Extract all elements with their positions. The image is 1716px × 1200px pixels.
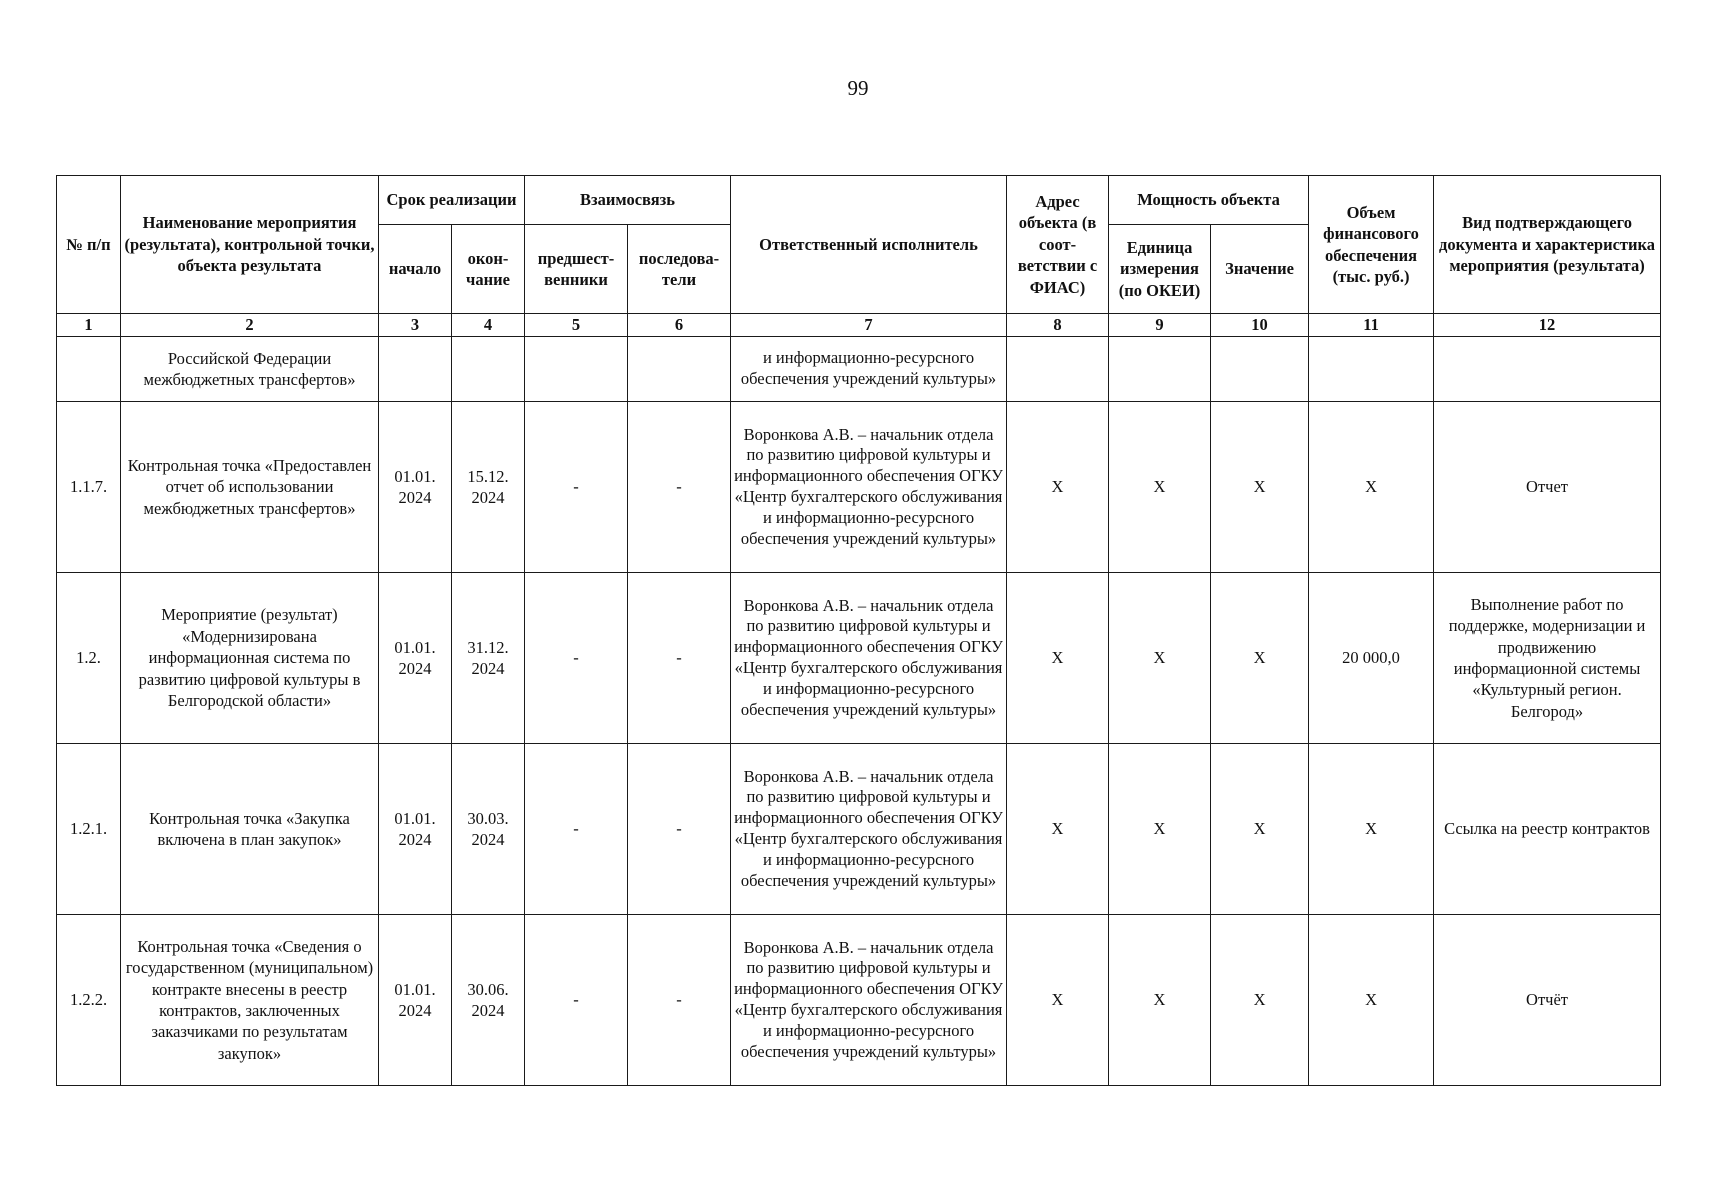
column-number: 6: [628, 314, 731, 337]
cell-executor: Воронкова А.В. – начальник отдела по развитию цифровой культуры и информационного обеспечения ОГКУ «Центр бухгалтерского обслуживания и информационно-ресурсного обеспечения учреждений культуры»: [731, 573, 1007, 744]
cell-address: [1007, 337, 1109, 402]
cell-end: 15.12. 2024: [452, 402, 525, 573]
cell-unit: [1109, 337, 1211, 402]
table-row: [57, 573, 1661, 744]
cell-address: Х: [1007, 744, 1109, 915]
header-executor: Ответственный исполнитель: [731, 176, 1007, 314]
column-number: 2: [121, 314, 379, 337]
cell-end: 30.06. 2024: [452, 915, 525, 1086]
table-row: [57, 744, 1661, 915]
cell-finance: Х: [1309, 915, 1434, 1086]
cell-end: [452, 337, 525, 402]
cell-value: Х: [1211, 915, 1309, 1086]
column-number: 4: [452, 314, 525, 337]
page-number: 99: [847, 76, 869, 100]
header-successors: последова-тели: [628, 225, 731, 314]
cell-executor: Воронкова А.В. – начальник отдела по развитию цифровой культуры и информационного обеспечения ОГКУ «Центр бухгалтерского обслуживания и информационно-ресурсного обеспечения учреждений культуры»: [731, 402, 1007, 573]
header-address: Адрес объекта (в соот-ветствии с ФИАС): [1007, 176, 1109, 314]
header-relation: Взаимосвязь: [525, 176, 731, 225]
cell-start: 01.01. 2024: [379, 402, 452, 573]
cell-doc: Выполнение работ по поддержке, модернизации и продвижению информационной системы «Культурный регион. Белгород»: [1434, 573, 1661, 744]
cell-pred: -: [525, 402, 628, 573]
cell-doc: [1434, 337, 1661, 402]
cell-value: Х: [1211, 744, 1309, 915]
cell-succ: -: [628, 915, 731, 1086]
cell-start: [379, 337, 452, 402]
cell-executor: Воронкова А.В. – начальник отдела по развитию цифровой культуры и информационного обеспечения ОГКУ «Центр бухгалтерского обслуживания и информационно-ресурсного обеспечения учреждений культуры»: [731, 744, 1007, 915]
cell-executor: Воронкова А.В. – начальник отдела по развитию цифровой культуры и информационного обеспечения ОГКУ «Центр бухгалтерского обслуживания и информационно-ресурсного обеспечения учреждений культуры»: [731, 915, 1007, 1086]
table-row-continuation: [57, 337, 1661, 402]
cell-address: Х: [1007, 915, 1109, 1086]
header-end: окон-чание: [452, 225, 525, 314]
cell-name: Российской Федерации межбюджетных трансфертов»: [121, 337, 379, 402]
cell-pred: -: [525, 573, 628, 744]
header-unit: Единица измерения (по ОКЕИ): [1109, 225, 1211, 314]
cell-finance: Х: [1309, 744, 1434, 915]
cell-executor: и информационно-ресурсного обеспечения учреждений культуры»: [731, 337, 1007, 402]
cell-finance: [1309, 337, 1434, 402]
cell-num: 1.2.2.: [57, 915, 121, 1086]
cell-doc: Отчёт: [1434, 915, 1661, 1086]
cell-unit: Х: [1109, 744, 1211, 915]
header-doc-type: Вид подтверждающего документа и характеристика мероприятия (результата): [1434, 176, 1661, 314]
cell-name: Контрольная точка «Предоставлен отчет об использовании межбюджетных трансфертов»: [121, 402, 379, 573]
cell-value: Х: [1211, 573, 1309, 744]
header-start: начало: [379, 225, 452, 314]
cell-name: Контрольная точка «Закупка включена в план закупок»: [121, 744, 379, 915]
cell-num: 1.2.1.: [57, 744, 121, 915]
cell-num: 1.2.: [57, 573, 121, 744]
plan-table: [56, 175, 1661, 1086]
column-number: 10: [1211, 314, 1309, 337]
cell-value: Х: [1211, 402, 1309, 573]
header-value: Значение: [1211, 225, 1309, 314]
header-capacity: Мощность объекта: [1109, 176, 1309, 225]
table-header: [57, 176, 1661, 337]
column-number: 12: [1434, 314, 1661, 337]
cell-address: Х: [1007, 402, 1109, 573]
header-predecessors: предшест-венники: [525, 225, 628, 314]
cell-finance: 20 000,0: [1309, 573, 1434, 744]
header-finance: Объем финансового обеспечения (тыс. руб.): [1309, 176, 1434, 314]
column-number: 7: [731, 314, 1007, 337]
cell-doc: Отчет: [1434, 402, 1661, 573]
cell-unit: Х: [1109, 573, 1211, 744]
cell-succ: [628, 337, 731, 402]
header-term: Срок реализации: [379, 176, 525, 225]
header-name: Наименование мероприятия (результата), контрольной точки, объекта результата: [121, 176, 379, 314]
column-number-row: [57, 314, 1661, 337]
column-number: 1: [57, 314, 121, 337]
cell-start: 01.01. 2024: [379, 915, 452, 1086]
cell-address: Х: [1007, 573, 1109, 744]
table-row: [57, 402, 1661, 573]
column-number: 5: [525, 314, 628, 337]
column-number: 3: [379, 314, 452, 337]
cell-start: 01.01. 2024: [379, 744, 452, 915]
cell-pred: -: [525, 744, 628, 915]
cell-name: Мероприятие (результат) «Модернизирована информационная система по развитию цифровой культуры в Белгородской области»: [121, 573, 379, 744]
column-number: 9: [1109, 314, 1211, 337]
cell-pred: [525, 337, 628, 402]
cell-unit: Х: [1109, 915, 1211, 1086]
cell-succ: -: [628, 573, 731, 744]
cell-succ: -: [628, 402, 731, 573]
column-number: 8: [1007, 314, 1109, 337]
column-number: 11: [1309, 314, 1434, 337]
header-num: № п/п: [57, 176, 121, 314]
cell-value: [1211, 337, 1309, 402]
cell-succ: -: [628, 744, 731, 915]
cell-doc: Ссылка на реестр контрактов: [1434, 744, 1661, 915]
cell-end: 30.03. 2024: [452, 744, 525, 915]
cell-end: 31.12. 2024: [452, 573, 525, 744]
cell-name: Контрольная точка «Сведения о государственном (муниципальном) контракте внесены в реестр контрактов, заключенных заказчиками по результатам закупок»: [121, 915, 379, 1086]
cell-num: [57, 337, 121, 402]
cell-pred: -: [525, 915, 628, 1086]
cell-finance: Х: [1309, 402, 1434, 573]
table-row: [57, 915, 1661, 1086]
cell-num: 1.1.7.: [57, 402, 121, 573]
cell-start: 01.01. 2024: [379, 573, 452, 744]
cell-unit: Х: [1109, 402, 1211, 573]
